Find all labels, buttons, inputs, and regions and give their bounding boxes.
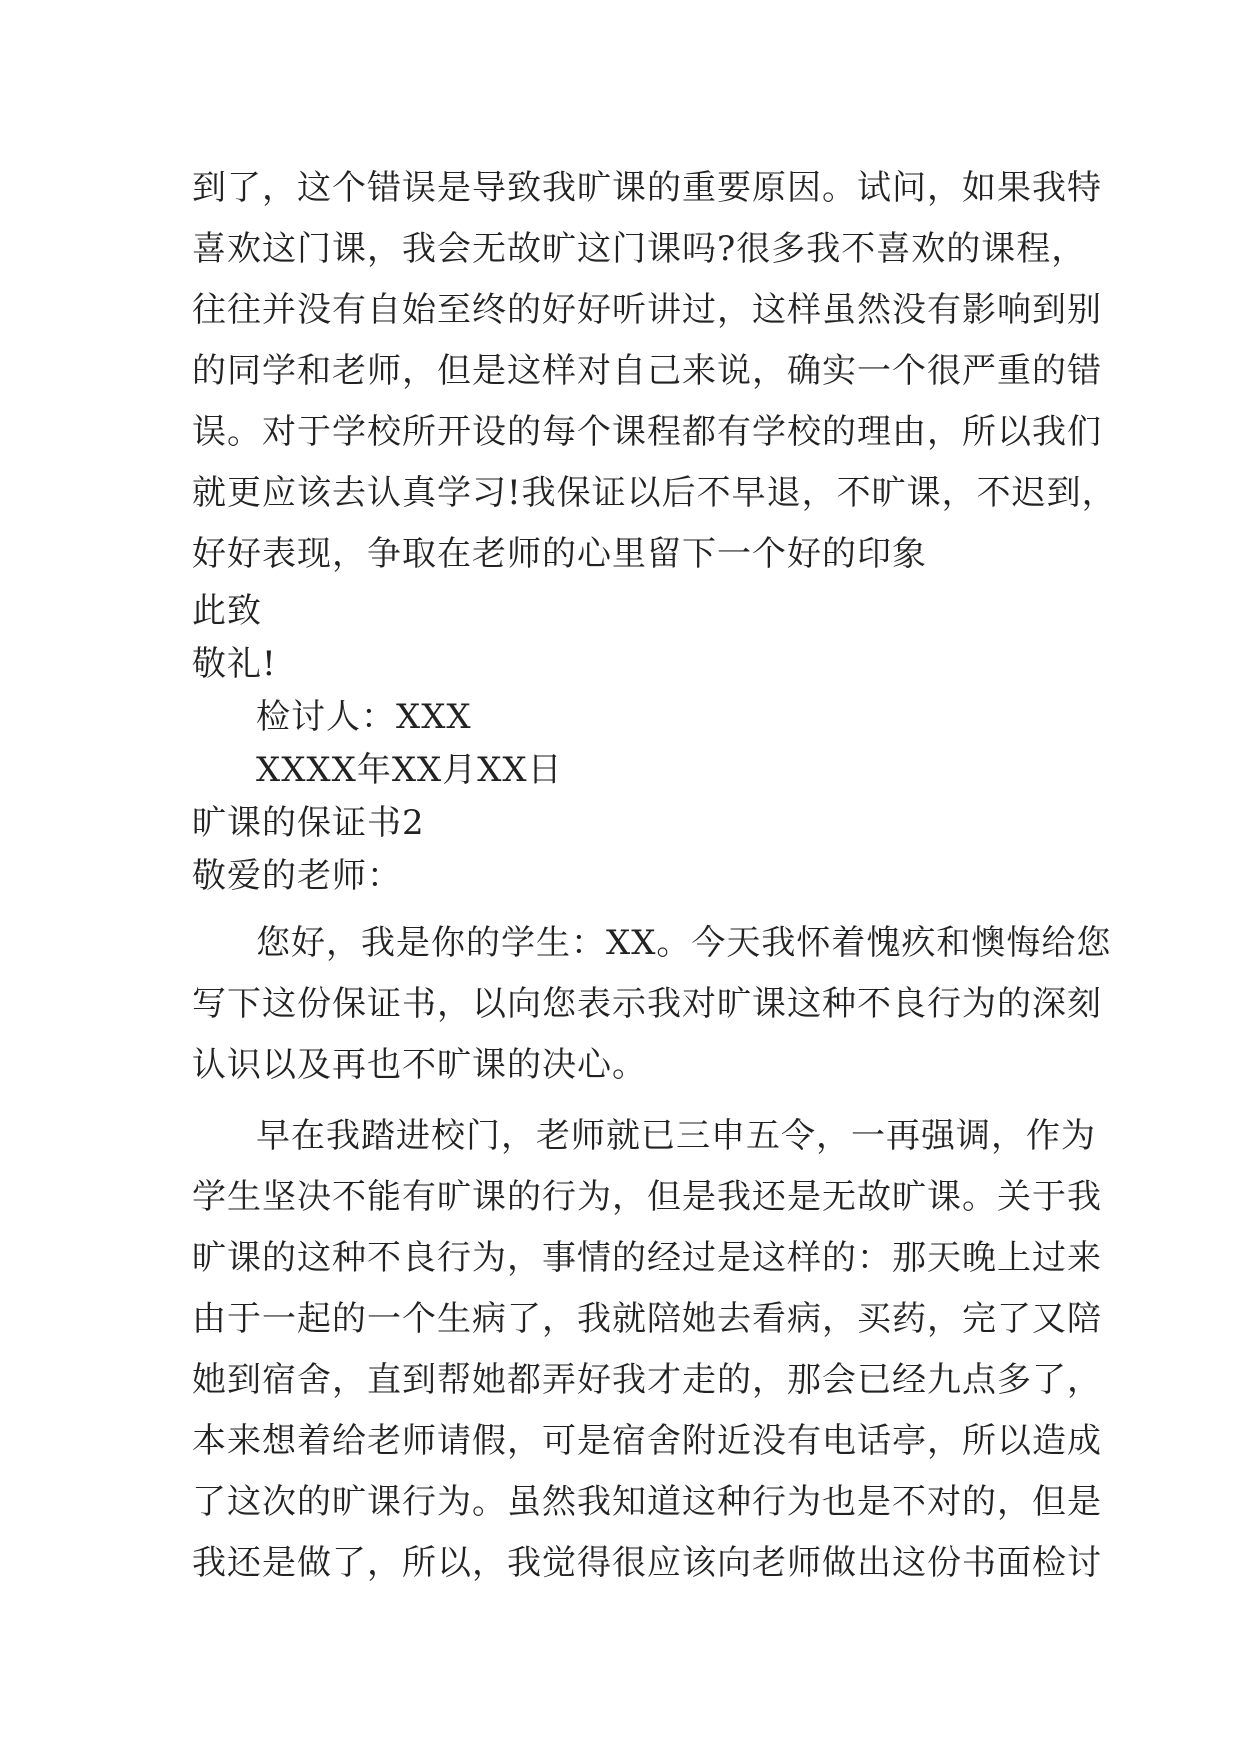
- paragraph-1: [192, 158, 1117, 585]
- paragraph-3: [192, 1106, 1102, 1594]
- paragraph-line: 往往并没有自始至终的好好听讲过，这样虽然没有影响到别: [192, 290, 1102, 330]
- closing-line: 此致: [192, 591, 262, 631]
- signature: 检讨人：XXX: [256, 697, 472, 737]
- paragraph-line: 由于一起的一个生病了，我就陪她去看病，买药，完了又陪: [192, 1299, 1102, 1339]
- paragraph-line: 早在我踏进校门，老师就已三申五令，一再强调，作为: [256, 1116, 1096, 1156]
- closing-line: 敬礼!: [192, 644, 277, 684]
- paragraph-line: 本来想着给老师请假，可是宿舍附近没有电话亭，所以造成: [192, 1421, 1102, 1461]
- paragraph-line: 的同学和老师，但是这样对自己来说，确实一个很严重的错: [192, 351, 1102, 391]
- paragraph-line: 好好表现，争取在老师的心里留下一个好的印象: [192, 534, 927, 574]
- date: XXXX年XX月XX日: [256, 750, 563, 790]
- paragraph-line: 写下这份保证书，以向您表示我对旷课这种不良行为的深刻: [192, 984, 1102, 1024]
- paragraph-line: 您好，我是你的学生：XX。今天我怀着愧疚和懊悔给您: [256, 923, 1112, 963]
- paragraph-line: 就更应该去认真学习!我保证以后不早退，不旷课，不迟到，: [192, 473, 1117, 513]
- paragraph-line: 了这次的旷课行为。虽然我知道这种行为也是不对的，但是: [192, 1482, 1102, 1522]
- document-body: [192, 158, 1117, 1594]
- paragraph-line: 旷课的这种不良行为，事情的经过是这样的：那天晚上过来: [192, 1238, 1102, 1278]
- paragraph-line: 喜欢这门课，我会无故旷这门课吗?很多我不喜欢的课程，: [192, 229, 1087, 269]
- paragraph-line: 误。对于学校所开设的每个课程都有学校的理由，所以我们: [192, 412, 1102, 452]
- paragraph-2: [192, 913, 1112, 1096]
- paragraph-line: 到了，这个错误是导致我旷课的重要原因。试问，如果我特: [192, 168, 1102, 208]
- paragraph-line: 认识以及再也不旷课的决心。: [192, 1045, 647, 1085]
- section-title: 旷课的保证书2: [192, 803, 425, 843]
- paragraph-line: 她到宿舍，直到帮她都弄好我才走的，那会已经九点多了，: [192, 1360, 1102, 1400]
- paragraph-line: 我还是做了，所以，我觉得很应该向老师做出这份书面检讨: [192, 1543, 1102, 1583]
- salutation: 敬爱的老师：: [192, 856, 402, 896]
- paragraph-line: 学生坚决不能有旷课的行为，但是我还是无故旷课。关于我: [192, 1177, 1102, 1217]
